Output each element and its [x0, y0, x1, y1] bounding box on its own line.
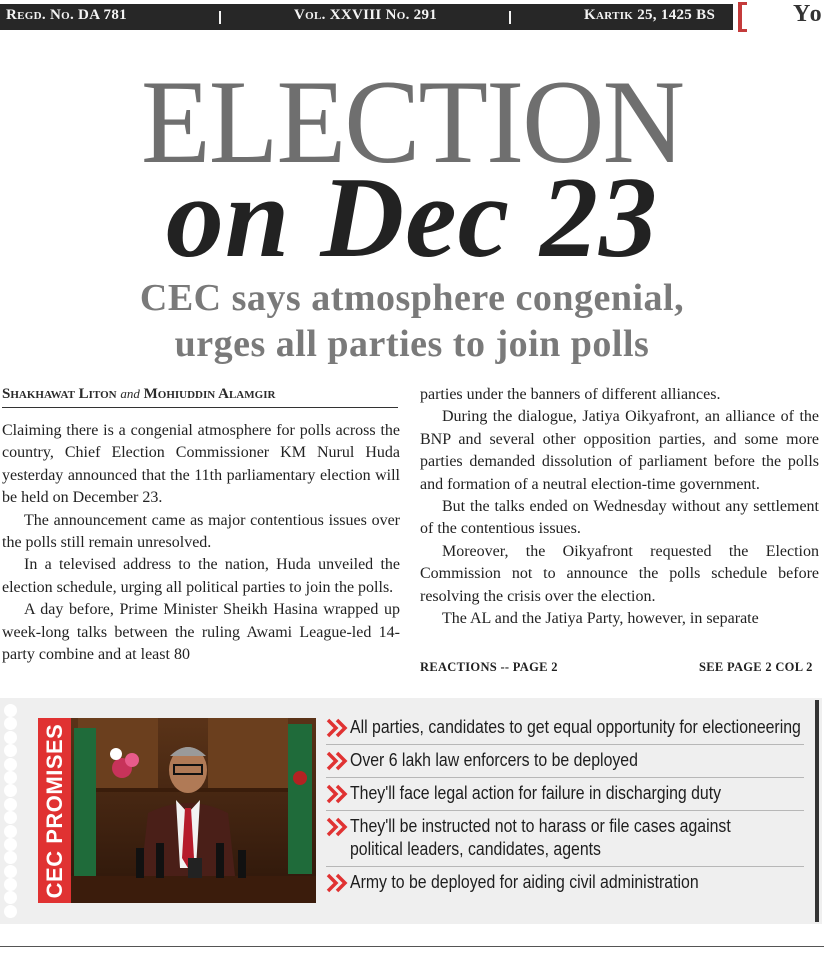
double-chevron-right-icon: [326, 750, 350, 772]
issue-date: Kartik 25, 1425 BS: [584, 7, 716, 23]
promise-text: They'll face legal action for failure in discharging duty: [350, 783, 722, 803]
double-chevron-right-icon: [326, 783, 350, 805]
volume-number: Vol. XXVIII No. 291: [294, 7, 438, 23]
article-paragraph: Moreover, the Oikyafront requested the Election Commission not to announce the polls schedule before resolving the crisis over the election.: [420, 542, 819, 605]
article-column-right: [420, 384, 819, 630]
promise-text: Over 6 lakh law enforcers to be deployed: [350, 750, 638, 770]
cut-off-nameplate-text: Yo: [793, 1, 824, 27]
article-paragraph-continued: parties under the banners of different alliances.: [420, 386, 721, 403]
byline: [2, 386, 398, 408]
double-chevron-right-icon: [326, 872, 350, 894]
reactions-jump-link[interactable]: REACTIONS -- PAGE 2: [420, 660, 558, 674]
masthead-bracket: [738, 2, 747, 32]
badge-label: CEC PROMISES: [41, 723, 67, 898]
masthead-divider: [219, 11, 221, 24]
article-paragraph: During the dialogue, Jatiya Oikyafront, an alliance of the BNP and several other opposition parties, and some more parties demanded dissolution of parliament before the polls and formation of a neutral election-time government.: [420, 408, 819, 493]
list-item: [326, 745, 804, 778]
box-decorative-dots: [4, 704, 20, 918]
cec-address-photo: [38, 718, 316, 903]
continued-jump-link[interactable]: SEE PAGE 2 COL 2: [699, 660, 813, 674]
page-bottom-rule: [0, 946, 824, 947]
list-item: [326, 811, 804, 867]
subheadline-line-1: CEC says atmosphere congenial,: [139, 277, 685, 319]
headline-line-1: ELECTION: [140, 55, 684, 188]
promises-list: [326, 712, 804, 899]
author-name: Mohiuddin Alamgir: [143, 386, 276, 402]
box-right-rule: [815, 700, 819, 922]
article-column-left: [2, 420, 400, 666]
article-paragraph: But the talks ended on Wednesday without any settlement of the contentious issues.: [420, 498, 819, 538]
subheadline-line-2: urges all parties to join polls: [174, 323, 650, 365]
double-chevron-right-icon: [326, 717, 350, 739]
byline-conjunction: and: [120, 386, 140, 401]
promise-text: They'll be instructed not to harass or file cases against political leaders, candidates, agents: [350, 816, 731, 859]
list-item: [326, 867, 804, 899]
registration-number: Regd. No. DA 781: [6, 7, 127, 23]
article-paragraph: The AL and the Jatiya Party, however, in separate: [442, 610, 759, 628]
promise-text: All parties, candidates to get equal opportunity for electioneering: [350, 717, 801, 737]
article-paragraph: The announcement came as major contentious issues over the polls still remain unresolved.: [2, 511, 400, 552]
list-item: [326, 778, 804, 811]
article-paragraph: Claiming there is a congenial atmosphere for polls across the country, Chief Election Commissioner KM Nurul Huda yesterday announced that the 11th parliamentary election will be held on December 23.: [2, 422, 400, 507]
article-paragraph: A day before, Prime Minister Sheikh Hasina wrapped up week-long talks between the ruling Awami League-led 14-party combine and at least 80: [2, 601, 400, 664]
promise-text: Army to be deployed for aiding civil administration: [350, 872, 699, 892]
double-chevron-right-icon: [326, 816, 350, 838]
masthead-bar: [0, 4, 733, 30]
article-paragraph: In a televised address to the nation, Huda unveiled the election schedule, urging all political parties to join the polls.: [2, 556, 400, 596]
cec-promises-badge: [38, 718, 71, 903]
author-name: Shakhawat Liton: [2, 386, 117, 402]
headline-line-2: on Dec 23: [165, 154, 659, 282]
list-item: [326, 712, 804, 745]
masthead-divider: [509, 11, 511, 24]
